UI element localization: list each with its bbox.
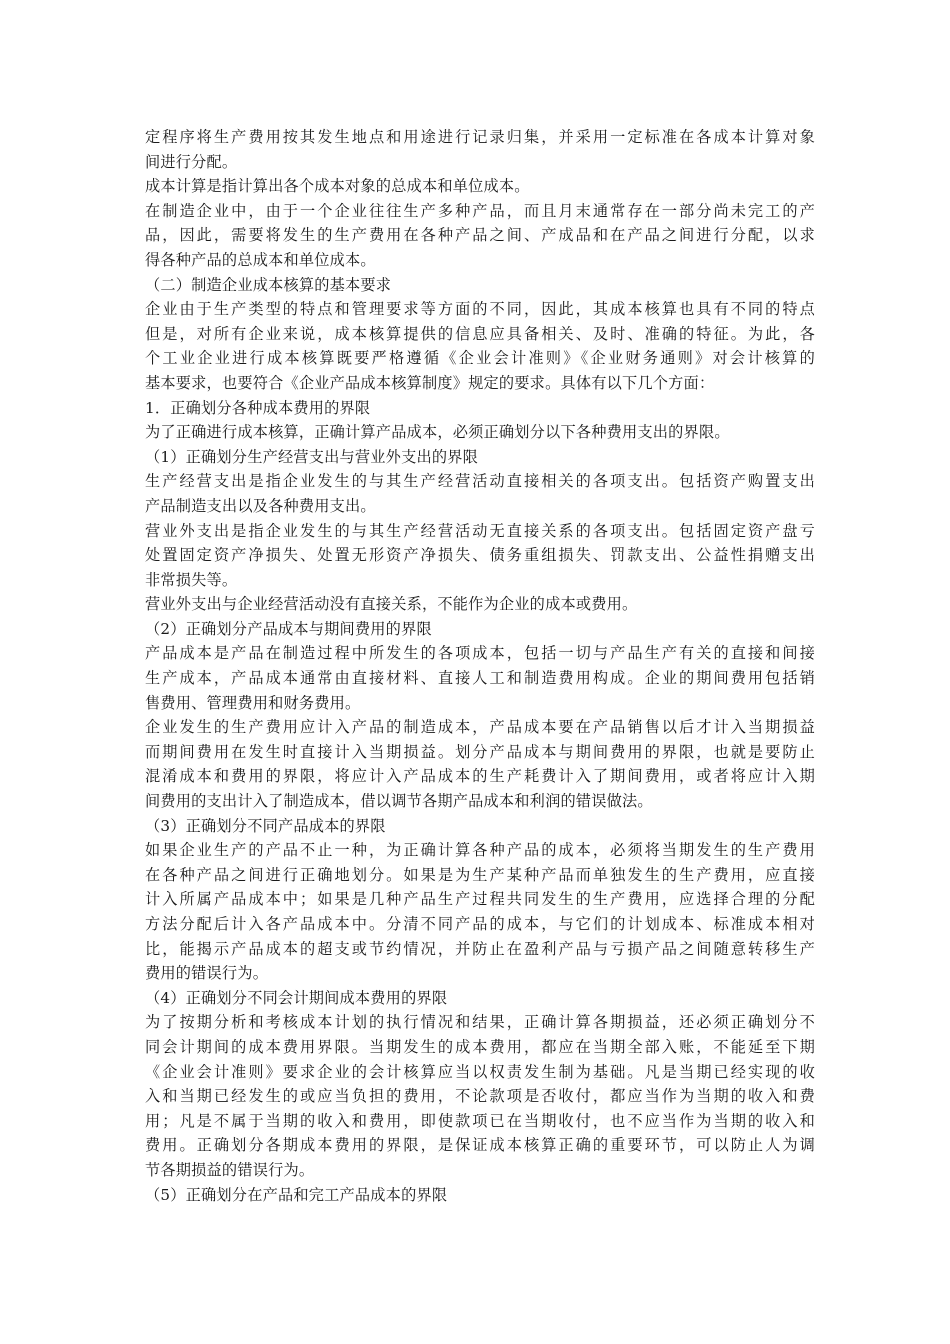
text-line: 营业外支出是指企业发生的与其生产经营活动无直接关系的各项支出。包括固定资产盘亏: [145, 521, 815, 540]
text-line: 企业由于生产类型的特点和管理要求等方面的不同，因此，其成本核算也具有不同的特点: [145, 300, 815, 319]
item-heading: （2）正确划分产品成本与期间费用的界限: [145, 619, 432, 638]
text-line: 为了正确进行成本核算，正确计算产品成本，必须正确划分以下各种费用支出的界限。: [145, 423, 730, 442]
text-line: 如果企业生产的产品不止一种，为正确计算各种产品的成本，必须将当期发生的生产费用: [145, 841, 815, 860]
item-heading: （1）正确划分生产经营支出与营业外支出的界限: [145, 447, 479, 466]
text-line: 同会计期间的成本费用界限。当期发生的成本费用，都应在当期全部入账，不能延至下期: [145, 1037, 815, 1056]
text-line: 售费用、管理费用和财务费用。: [145, 693, 361, 712]
text-line: 营业外支出与企业经营活动没有直接关系，不能作为企业的成本或费用。: [145, 595, 638, 614]
text-line: 计入所属产品成本中；如果是几种产品生产过程共同发生的生产费用，应选择合理的分配: [145, 890, 815, 909]
text-line: 生产成本，产品成本通常由直接材料、直接人工和制造费用构成。企业的期间费用包括销: [145, 669, 815, 688]
text-line: 个工业企业进行成本核算既要严格遵循《企业会计准则》《企业财务通则》对会计核算的: [145, 349, 815, 368]
item-heading: （5）正确划分在产品和完工产品成本的界限: [145, 1185, 448, 1204]
text-line: 方法分配后计入各产品成本中。分清不同产品的成本，与它们的计划成本、标准成本相对: [145, 915, 815, 933]
text-line: 间进行分配。: [145, 152, 238, 171]
text-line: 节各期损益的错误行为。: [145, 1160, 315, 1179]
text-line: 企业发生的生产费用应计入产品的制造成本，产品成本要在产品销售以后才计入当期损益: [145, 718, 815, 737]
text-line: 定程序将生产费用按其发生地点和用途进行记录归集，并采用一定标准在各成本计算对象: [145, 128, 815, 146]
text-line: 产品制造支出以及各种费用支出。: [145, 496, 376, 515]
text-line: 生产经营支出是指企业发生的与其生产经营活动直接相关的各项支出。包括资产购置支出: [145, 472, 815, 491]
text-line: 在制造企业中，由于一个企业往往生产多种产品，而且月末通常存在一部分尚未完工的产: [145, 201, 815, 220]
text-line: 《企业会计准则》要求企业的会计核算应当以权责发生制为基础。凡是当期已经实现的收: [145, 1062, 815, 1081]
text-line: 为了按期分析和考核成本计划的执行情况和结果，正确计算各期损益，还必须正确划分不: [145, 1013, 815, 1032]
text-line: 成本计算是指计算出各个成本对象的总成本和单位成本。: [145, 177, 530, 196]
text-line: 产品成本是产品在制造过程中所发生的各项成本，包括一切与产品生产有关的直接和间接: [145, 644, 815, 663]
text-line: 用；凡是不属于当期的收入和费用，即使款项已在当期收付，也不应当作为当期的收入和: [145, 1111, 815, 1130]
text-line: 但是，对所有企业来说，成本核算提供的信息应具备相关、及时、准确的特征。为此，各: [145, 324, 815, 343]
text-line: 比，能揭示产品成本的超支或节约情况，并防止在盈利产品与亏损产品之间随意转移生产: [145, 939, 815, 958]
text-line: 间费用的支出计入了制造成本，借以调节各期产品成本和利润的错误做法。: [145, 792, 653, 811]
text-line: 得各种产品的总成本和单位成本。: [145, 250, 376, 269]
text-line: 入和当期已经发生的或应当负担的费用，不论款项是否收付，都应当作为当期的收入和费: [145, 1087, 815, 1106]
text-line: 基本要求，也要符合《企业产品成本核算制度》规定的要求。具体有以下几个方面：: [145, 373, 715, 392]
text-line: 而期间费用在发生时直接计入当期损益。划分产品成本与期间费用的界限，也就是要防止: [145, 742, 815, 761]
text-line: 品，因此，需要将发生的生产费用在各种产品之间、产成品和在产品之间进行分配，以求: [145, 226, 815, 245]
document-body: [145, 125, 815, 1207]
text-line: 费用的错误行为。: [145, 964, 269, 983]
item-heading: （4）正确划分不同会计期间成本费用的界限: [145, 988, 448, 1007]
text-line: 混淆成本和费用的界限，将应计入产品成本的生产耗费计入了期间费用，或者将应计入期: [145, 767, 815, 786]
subsection-heading: 1．正确划分各种成本费用的界限: [145, 398, 371, 417]
text-line: 费用。正确划分各期成本费用的界限，是保证成本核算正确的重要环节，可以防止人为调: [145, 1136, 815, 1155]
section-heading: （二）制造企业成本核算的基本要求: [145, 275, 392, 294]
text-line: 在各种产品之间进行正确地划分。如果是为生产某种产品而单独发生的生产费用，应直接: [145, 865, 815, 884]
text-line: 处置固定资产净损失、处置无形资产净损失、债务重组损失、罚款支出、公益性捐赠支出: [145, 546, 815, 565]
text-line: 非常损失等。: [145, 570, 238, 589]
item-heading: （3）正确划分不同产品成本的界限: [145, 816, 386, 835]
